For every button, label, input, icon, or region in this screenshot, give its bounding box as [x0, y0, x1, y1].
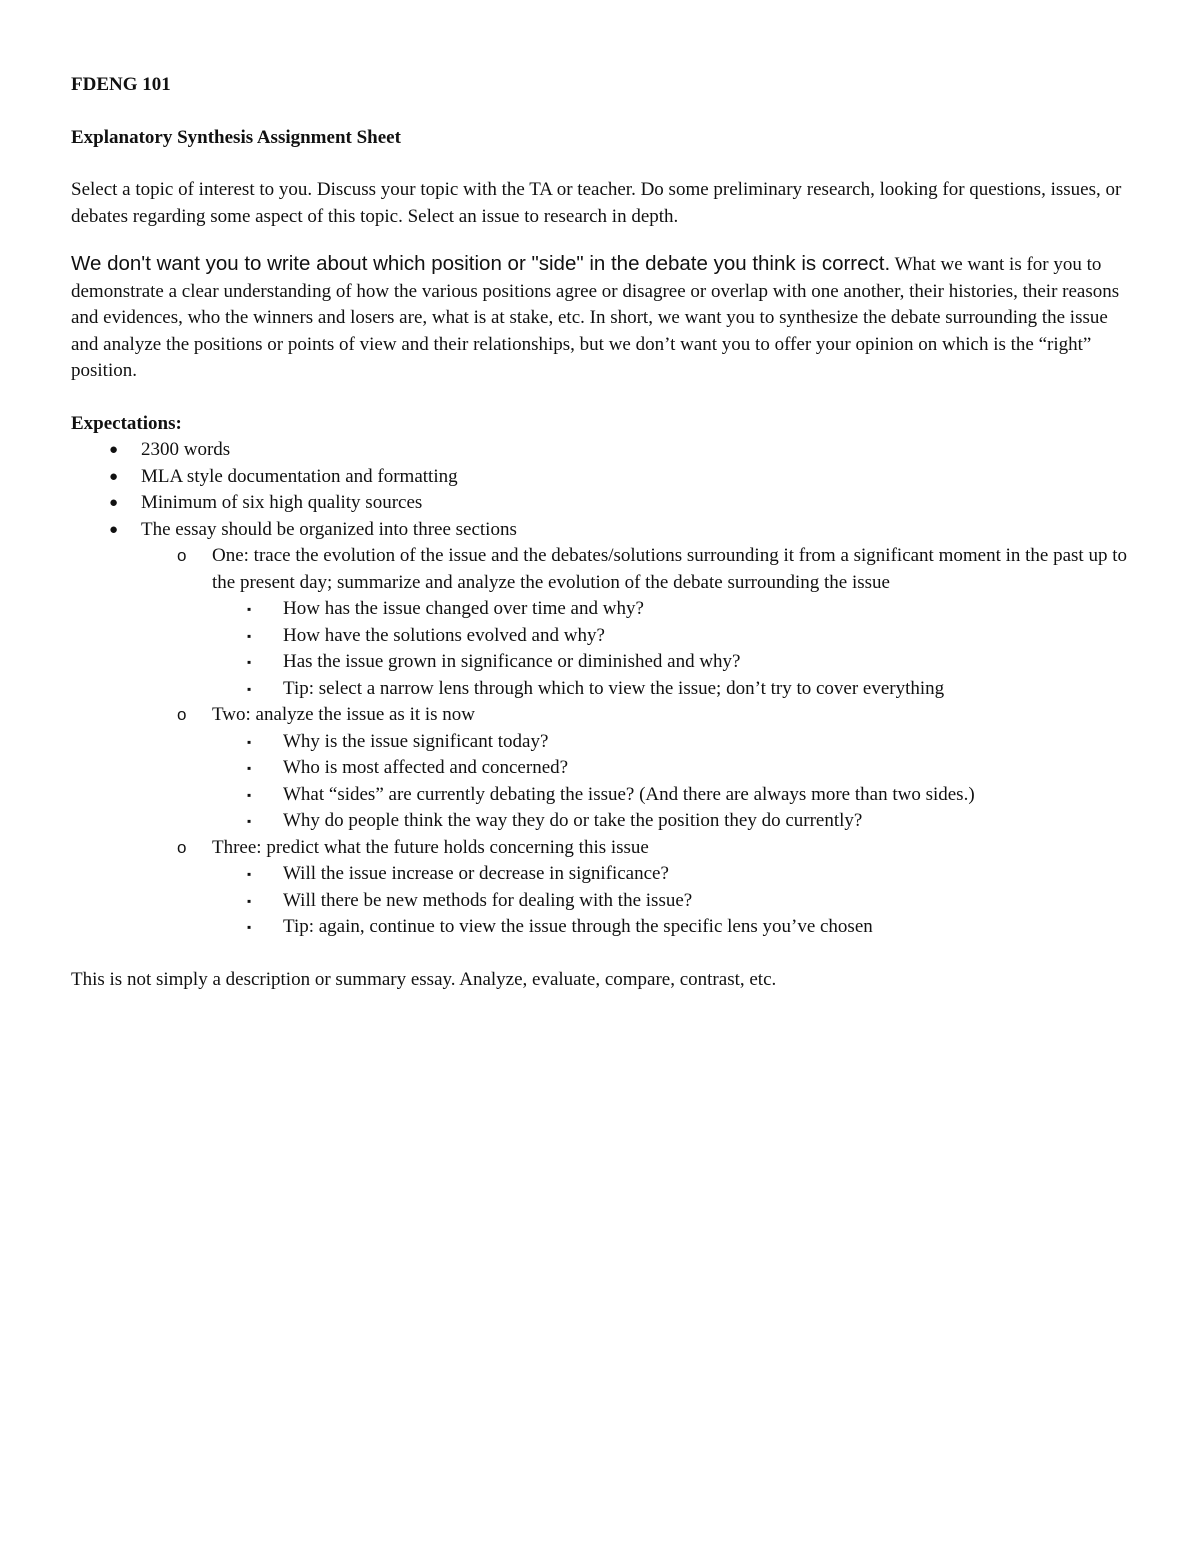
list-item-text: The essay should be organized into three sections — [141, 518, 517, 540]
list-item-text: 2300 words — [141, 439, 231, 460]
bullet-icon: ● — [109, 442, 119, 458]
list-item-text: How has the issue changed over time and why? — [283, 598, 644, 619]
list-item-text: Why is the issue significant today? — [283, 730, 549, 752]
list-item — [71, 596, 1136, 623]
section-text: One: trace the evolution of the issue and the debates/solutions surrounding it from a significant moment in the past up to the present day; summarize and analyze the evolution of the debate surrounding the issue — [212, 545, 1127, 593]
square-bullet-icon: ▪ — [247, 814, 252, 828]
list-item — [71, 729, 1136, 756]
square-bullet-icon: ▪ — [247, 602, 252, 616]
square-bullet-icon: ▪ — [247, 787, 252, 802]
square-bullet-icon: ▪ — [247, 867, 252, 881]
list-item-text: What “sides” are currently debating the issue? (And there are always more than two sides.) — [283, 783, 975, 805]
circle-bullet-icon: o — [177, 546, 187, 565]
course-code: FDENG 101 — [71, 74, 171, 95]
list-item-text: Tip: again, continue to view the issue through the specific lens you’ve chosen — [283, 916, 873, 937]
position-paragraph — [71, 251, 1136, 385]
position-paragraph-lead: We don't want you to write about which position or "side" in the debate you think is correct. — [71, 252, 891, 275]
square-bullet-icon: ▪ — [247, 681, 252, 696]
list-item — [71, 517, 1136, 544]
list-item — [71, 808, 1136, 835]
list-item-text: How have the solutions evolved and why? — [283, 624, 605, 646]
square-bullet-icon: ▪ — [247, 655, 252, 669]
list-item — [71, 914, 1136, 941]
square-bullet-icon: ▪ — [247, 734, 252, 749]
list-item — [71, 649, 1136, 676]
section-three — [71, 835, 1136, 862]
document-page — [71, 72, 1136, 993]
list-item — [71, 490, 1136, 517]
list-item — [71, 861, 1136, 888]
circle-bullet-icon: o — [177, 705, 187, 724]
list-item-text: Minimum of six high quality sources — [141, 492, 423, 513]
list-item — [71, 676, 1136, 703]
square-bullet-icon: ▪ — [247, 920, 252, 934]
square-bullet-icon: ▪ — [247, 761, 252, 775]
list-item — [71, 755, 1136, 782]
section-text: Two: analyze the issue as it is now — [212, 704, 476, 725]
position-paragraph-body: What we want is for you to demonstrate a clear understanding of how the various positions agree or disagree or overlap with one another, their histories, their reasons and evidences, who the winners and losers are, what is at stake, etc. In short, we want you to synthesize the debate surrounding the issue and analyze the positions or points of view and their relationships, but we don’t want you to offer your opinion on which is the “right” position. — [71, 254, 1120, 381]
bullet-icon: ● — [109, 495, 119, 511]
square-bullet-icon: ▪ — [247, 628, 252, 643]
list-item-text: Has the issue grown in significance or diminished and why? — [283, 651, 741, 672]
list-item-text: Will there be new methods for dealing with the issue? — [283, 889, 693, 911]
intro-paragraph: Select a topic of interest to you. Discuss your topic with the TA or teacher. Do some preliminary research, looking for questions, issues, or debates regarding some aspect of this topic. Select an issue to research in depth. — [71, 179, 1122, 227]
list-item-text: MLA style documentation and formatting — [141, 465, 458, 487]
circle-bullet-icon: o — [177, 837, 187, 857]
list-item-text: Who is most affected and concerned? — [283, 757, 569, 778]
list-item — [71, 437, 1136, 464]
list-item — [71, 623, 1136, 650]
bullet-icon: ● — [109, 468, 119, 485]
list-item-text: Tip: select a narrow lens through which to view the issue; don’t try to cover everything — [283, 677, 945, 699]
list-item-text: Why do people think the way they do or take the position they do currently? — [283, 810, 863, 831]
list-item-text: Will the issue increase or decrease in significance? — [283, 863, 669, 884]
bullet-icon: ● — [109, 521, 119, 538]
expectations-list — [71, 437, 1136, 941]
closing-paragraph: This is not simply a description or summary essay. Analyze, evaluate, compare, contrast, etc. — [71, 968, 777, 990]
section-two — [71, 702, 1136, 729]
square-bullet-icon: ▪ — [247, 893, 252, 908]
list-item — [71, 464, 1136, 491]
expectations-heading: Expectations: — [71, 412, 182, 434]
list-item — [71, 782, 1136, 809]
section-text: Three: predict what the future holds concerning this issue — [212, 836, 649, 858]
document-title: Explanatory Synthesis Assignment Sheet — [71, 127, 401, 148]
section-one — [71, 543, 1136, 596]
list-item — [71, 888, 1136, 915]
